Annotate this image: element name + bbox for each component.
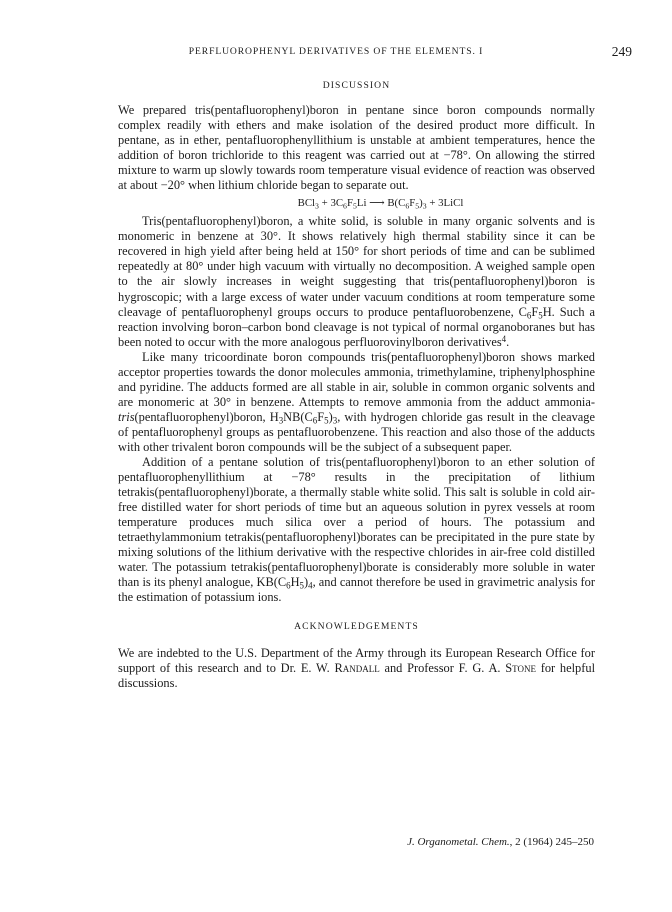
journal-name: J. Organometal. Chem. [407, 836, 510, 848]
discussion-heading: DISCUSSION [322, 80, 391, 91]
reference-marker: 4 [501, 333, 507, 344]
eq-plus: + [318, 197, 331, 210]
reaction-equation [118, 196, 595, 209]
discussion-paragraph-3: Like many tricoordinate boron compounds tris(pentafluorophenyl)boron shows marked acceptor properties towards the donor molecules ammonia, trimethylamine, triphenylphosphine and pyridine. The adducts formed are all stable in air, soluble in common organic solvents and are monomeric at 30° in benzene. Attempts to remove ammonia from the adduct ammonia-tris(pentafluorophenyl)boron, $H_3NB(C_6F_5)_3$, with hydrogen chloride gas result in the cleavage of pentafluorophenyl groups as pentafluorobenzene. This reaction and also those of the adducts with other trivalent boron compounds will be the subject of a subsequent paper. [118, 349, 596, 454]
acknowledgements-paragraph: We are indebted to the U.S. Department of the Army through its European Research Office for support of this research and to Dr. E. W. Randall and Professor F. G. A. Stone for helpful discussions. [118, 645, 596, 690]
discussion-paragraph-1: We prepared tris(pentafluorophenyl)boron in pentane since boron compounds normally complex readily with ethers and make isolation of the desired product more difficult. In pentane, as in ether, pentafluorophenyllithium is unstable at ambient temperatures, hence the addition of boron trichloride to this reagent was carried out at −78°. On allowing the stirred mixture to warm up slowly towards room temperature visual evidence of reaction was observed at about −20° when lithium chloride began to separate out. [118, 103, 595, 193]
running-head: PERFLUOROPHENYL DERIVATIVES OF THE ELEMENTS. I [188, 46, 484, 57]
eq-reactant-c6f5li: $3C_6F_5Li$ [330, 197, 367, 211]
page-header [40, 44, 632, 66]
page-number: 249 [611, 44, 632, 59]
person-name: Randall [334, 660, 380, 675]
article-body [118, 80, 595, 691]
journal-citation-footer [407, 836, 594, 848]
eq-plus: + [426, 197, 439, 210]
acknowledgements-heading: ACKNOWLEDGEMENTS [294, 620, 419, 632]
person-name: Stone [505, 660, 536, 675]
eq-product-borane: $B(C_6F_5)_3$ [387, 197, 427, 211]
eq-product-licl: 3LiCl [438, 197, 464, 210]
discussion-paragraph-4: Addition of a pentane solution of tris(pentafluorophenyl)boron to an ether solution of pentafluorophenyllithium at −78° results in the precipitation of lithium tetrakis(pentafluorophenyl)borate, a thermally stable white solid. This salt is soluble in cold air-free distilled water for short periods of time but an aqueous solution in pyrex vessels at room temperature produces much silica over a period of hours. The potassium and tetraethylammonium tetrakis(pentafluorophenyl)borates can be precipitated in the pure state by mixing solutions of the lithium derivative with the respective chlorides in air-free cold distilled water. The potassium tetrakis(pentafluorophenyl)borate is considerably more soluble in water than is its phenyl analogue, $KB(C_6H_5)_4$, and cannot therefore be used in gravimetric analysis for the estimation of potassium ions. [118, 455, 595, 605]
eq-arrow: ⟶ [366, 197, 388, 210]
discussion-paragraph-2: Tris(pentafluorophenyl)boron, a white solid, is soluble in many organic solvents and is monomeric in benzene at 30°. It shows relatively high thermal stability since it can be recovered in high yield after being held at 150° for short periods of time and can be sublimed repeatedly at 80° under high vacuum with virtually no decomposition. A weighed sample open to the air slowly increases in weight suggesting that tris(pentafluorophenyl)boron is hygroscopic; with a large excess of water under vacuum conditions at room temperature some cleavage of pentafluorophenyl groups occurs to produce pentafluorobenzene, $C_6F_5H$. Such a reaction involving boron–carbon bond cleavage is not typical of normal organoboranes but has been noted to occur with the more analogous perfluorovinylboron derivatives$^4$. [118, 214, 595, 349]
eq-reactant-bcl3: BCl$_3$ [297, 197, 319, 211]
citation-details: , 2 (1964) 245–250 [509, 836, 594, 848]
